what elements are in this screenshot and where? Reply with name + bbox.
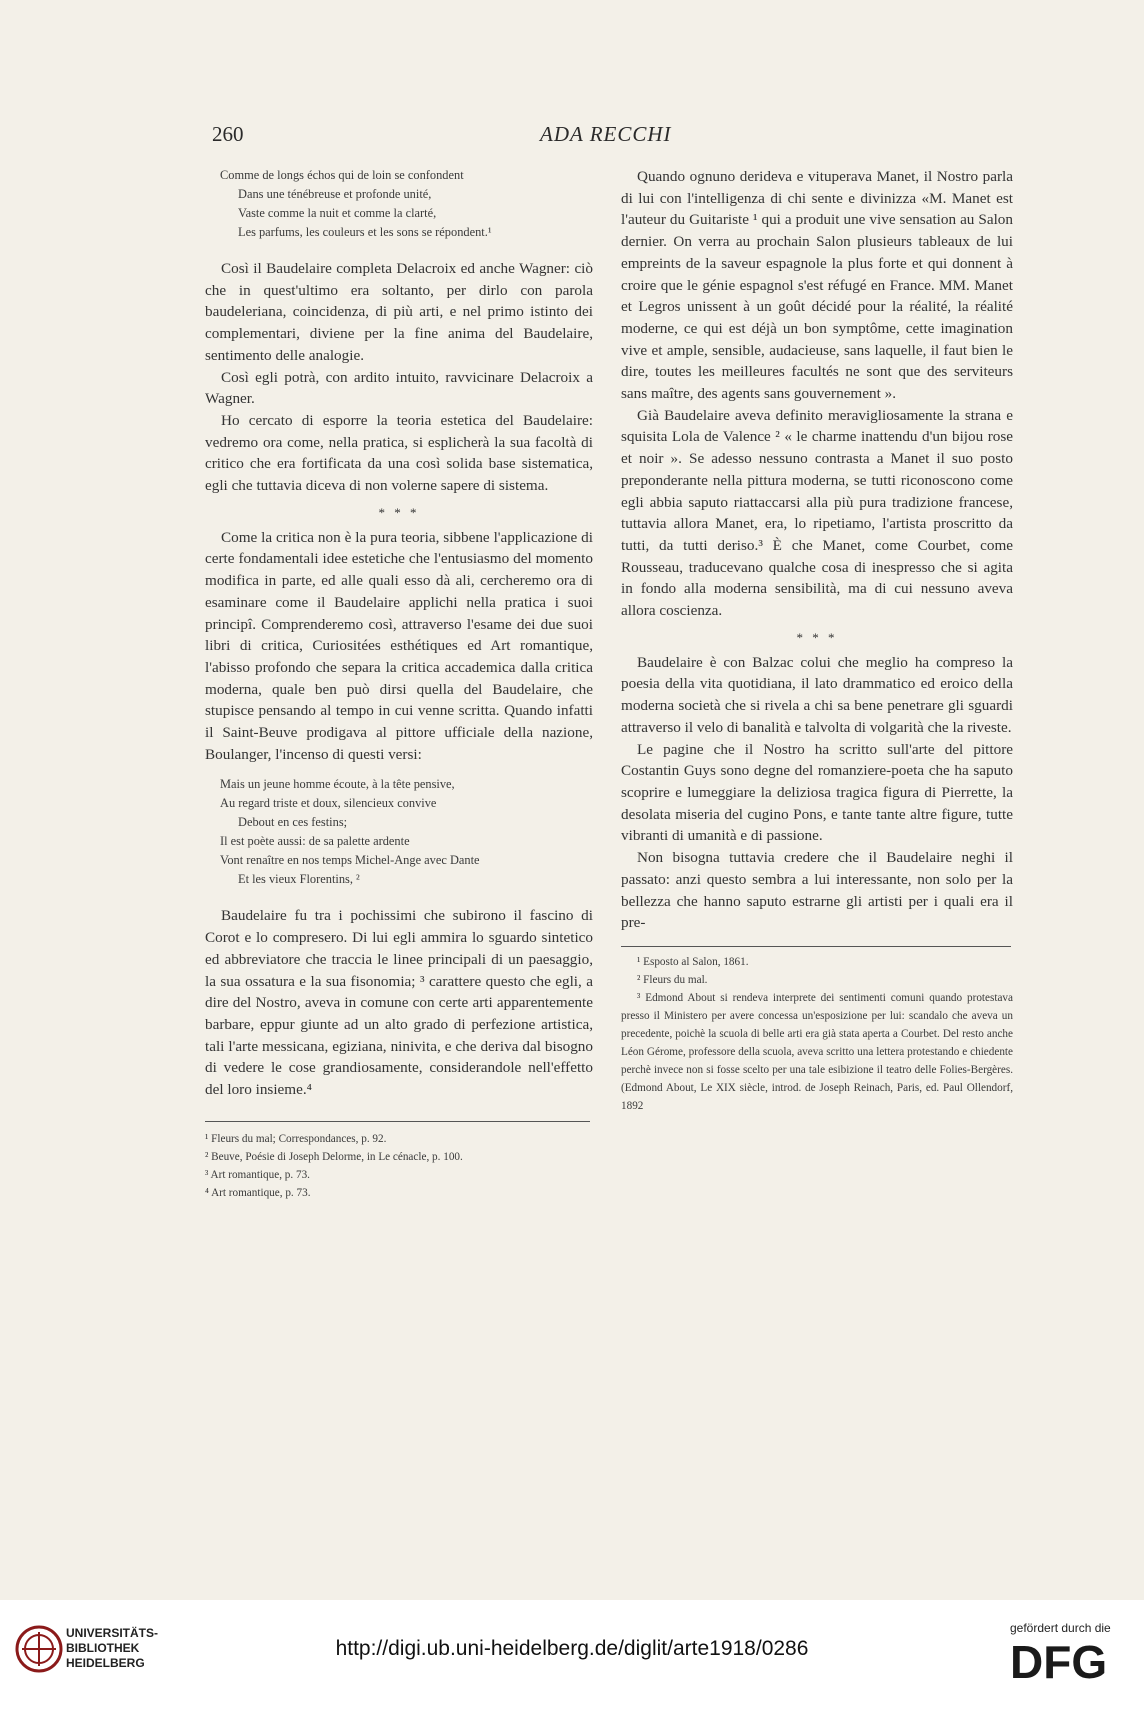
page-header [0, 122, 1144, 158]
library-line: UNIVERSITÄTS- [66, 1626, 159, 1640]
verse-line: Debout en ces festins; [238, 815, 348, 830]
left-column [205, 166, 593, 1202]
footnote-rule [205, 1121, 590, 1122]
verse-line: Vont renaître en nos temps Michel-Ange avec Dante [220, 853, 480, 868]
footnote: ² Fleurs du mal. [637, 973, 708, 986]
verse-line: Dans une ténébreuse et profonde unité, [238, 187, 432, 201]
paragraph: Così egli potrà, con ardito intuito, ravvicinare Delacroix a Wagner. [205, 368, 593, 408]
footnote: ³ Art romantique, p. 73. [205, 1168, 310, 1181]
section-separator: * * * [796, 629, 838, 645]
verse-line: Au regard triste et doux, silencieux convive [220, 796, 437, 811]
permalink-url[interactable]: http://digi.ub.uni-heidelberg.de/diglit/arte1918/0286 [335, 1637, 809, 1660]
paragraph: Baudelaire fu tra i pochissimi che subirono il fascino di Corot e lo compresero. Di lui egli ammira lo sguardo sintetico ed abbreviatore che traccia le linee principali di un paesaggio, la sua ossatura e la sua fisonomia; ³ carattere questo che egli, a dire del Nostro, aveva in comune con certe arti apparentemente barbare, eppur giunte ad un alto grado di perfezione artistica, tali l'arte messicana, egiziana, ninivita, e che deriva dal bisogno di vedere le cose grandiosamente, considerandole nell'effetto del loro insieme.⁴ [205, 907, 593, 1099]
footnote: ³ Edmond About si rendeva interprete dei sentimenti comuni quando protestava presso il Ministero per avere concessa un'esposizione per lui: scandalo che aveva un precedente, poichè la scuola di belle arti era già stata aperta a Courbet. Del resto anche Léon Gérome, professore della scuola, aveva scritto una lettera protestando e chiedente perchè invece non si fosse scelto per una tale esibizione il teatro delle Folies-Bergères. (Edmond About, Le XIX siècle, introd. de Joseph Reinach, Paris, ed. Paul Ollendorf, 1892 [621, 991, 1013, 1112]
library-line: BIBLIOTHEK [66, 1641, 140, 1655]
sponsor-caption: gefördert durch die [1010, 1621, 1111, 1635]
verse-line: Comme de longs échos qui de loin se confondent [220, 168, 464, 182]
verse-line: Les parfums, les couleurs et les sons se répondent.¹ [238, 225, 492, 239]
library-line: HEIDELBERG [66, 1656, 145, 1670]
paragraph: Non bisogna tuttavia credere che il Baudelaire neghi il passato: anzi questo sembra a lui interessante, non solo per la bellezza che hanno saputo estrarne gli artisti per i quali era il pre- [621, 849, 1013, 932]
verse-quote-2 [220, 775, 593, 889]
footnote: ¹ Esposto al Salon, 1861. [637, 955, 749, 968]
running-title: ADA RECCHI [540, 122, 672, 146]
page-number: 260 [212, 122, 244, 146]
footnotes [621, 953, 1013, 1115]
paragraph: Le pagine che il Nostro ha scritto sull'arte del pittore Costantin Guys sono degne del romanziere-poeta che ha saputo scoprire e lumeggiare la deliziosa tragica figura di Pierrette, la desolata miseria del cugino Pons, e tante tante altre figure, tutte vibranti di umanità e di passione. [621, 740, 1013, 845]
footnote: ⁴ Art romantique, p. 73. [205, 1186, 311, 1199]
verse-line: Et les vieux Florentins, ² [238, 872, 360, 887]
verse-line: Mais un jeune homme écoute, à la tête pensive, [220, 777, 455, 792]
footnote: ² Beuve, Poésie di Joseph Delorme, in Le cénacle, p. 100. [205, 1150, 463, 1163]
paragraph: Ho cercato di esporre la teoria estetica del Baudelaire: vedremo ora come, nella pratica, si esplicherà la sua facoltà di critico che era fortificata da una così solida base sistematica, egli che tuttavia diceva di non volerne sapere di sistema. [205, 411, 593, 495]
verse-line: Il est poète aussi: de sa palette ardente [220, 834, 410, 849]
verse-quote-1 [220, 166, 593, 242]
paragraph: Come la critica non è la pura teoria, sibbene l'applicazione di certe fondamentali idee estetiche che l'entusiasmo del momento modifica in parte, ed alle quali esso dà ali, cercheremo ora di esaminare come il Baudelaire applichi nella pratica i suoi principî. Comprenderemo così, attraverso l'esame dei due suoi libri di critica, Curiositées esthétiques ed Art romantique, l'abisso profondo che separa la critica accademica dalla critica moderna, quale ben può dirsi quella del Baudelaire, che stupisce pensando al tempo in cui venne scritta. Quando infatti il Saint-Beuve prodigava al pittore ufficiale della nazione, Boulanger, l'incenso di questi versi: [205, 528, 593, 763]
paragraph: Così il Baudelaire completa Delacroix ed anche Wagner: ciò che in quest'ultimo era soltanto, per dirlo con parola baudeleriana, coincidenza, di più arti, e nel primo istinto dei complementari, diviene per la fine anima del Baudelaire, sentimento delle analogie. [205, 260, 593, 364]
paragraph: Già Baudelaire aveva definito meravigliosamente la strana e squisita Lola de Valence ² « le charme inattendu d'un bijou rose et noir ». Se adesso nessuno contrasta a Manet il suo posto preponderante nella pittura moderna, se tutti riconoscono come egli abbia saputo riattaccarsi alla più pura tradizione francese, tuttavia allora Manet, era, lo ripetiamo, l'artista proscritto da tutti, da tutti deriso.³ È che Manet, come Courbet, come Rousseau, traducevano qualche cosa di inespresso che si agita in fondo alla moderna sensibilità, ma di cui nessuno aveva allora coscienza. [621, 406, 1013, 620]
footnotes [205, 1130, 593, 1202]
right-column [621, 166, 1013, 1115]
footnote: ¹ Fleurs du mal; Correspondances, p. 92. [205, 1132, 387, 1145]
verse-line: Vaste comme la nuit et comme la clarté, [238, 206, 437, 220]
dfg-logo-icon [1010, 1638, 1132, 1682]
paragraph: Baudelaire è con Balzac colui che meglio ha compreso la poesia della vita quotidiana, il lato drammatico ed eroico della moderna società che si rivela a chi sa bene penetrare gli sguardi attraverso il velo di banalità e talvolta di volgarità che la riveste. [621, 653, 1013, 736]
footnote-rule [621, 946, 1011, 947]
section-separator: * * * [378, 504, 420, 520]
dfg-logo-text: DFG [1010, 1638, 1108, 1682]
paragraph: Quando ognuno derideva e vituperava Manet, il Nostro parla di lui con l'intelligenza di chi sente e divinizza «M. Manet est l'auteur du Guitariste ¹ qui a produit une vive sensation au Salon dernier. On verra au prochain Salon plusieurs tableaux de lui empreints de la saveur espagnole la plus forte et qui donnent à croire que le génie espagnol s'est réfugé en France. MM. Manet et Legros unissent à un goût décidé pour la réalité, la réalité moderne, ce qui est déjà un bon symptôme, cette imagination vive et ample, sensible, audacieuse, sans laquelle, il faut bien le dire, toutes les meilleures facultés ne sont que des serviteurs sans maître, des agents sans gouvernement ». [621, 168, 1013, 403]
viewer-footer [0, 1600, 1144, 1713]
